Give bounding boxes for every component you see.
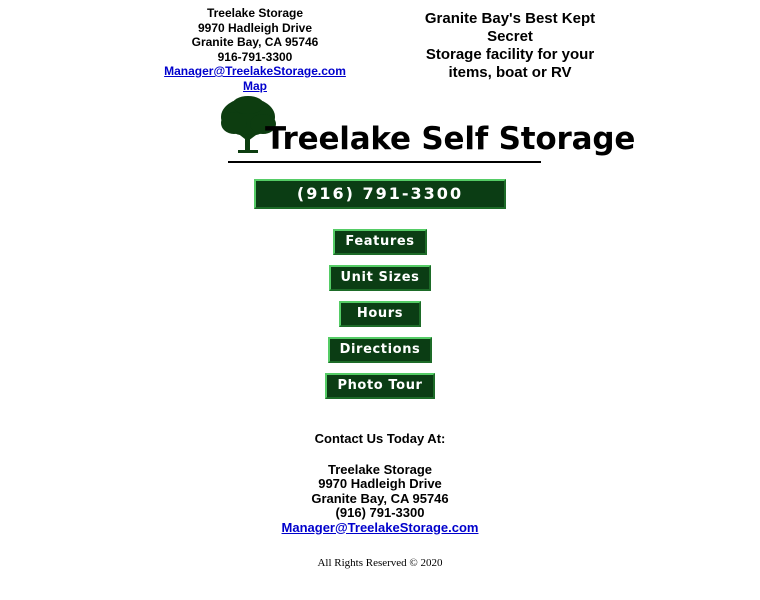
phone-banner: (916) 791-3300 [254, 179, 506, 209]
contact-phone: (916) 791-3300 [335, 505, 425, 520]
contact-block [0, 462, 760, 535]
contact-city-state-zip: Granite Bay, CA 95746 [311, 490, 449, 506]
header-map-link[interactable]: Map [243, 78, 267, 93]
contact-company-name: Treelake Storage [327, 461, 433, 477]
header-address-block [150, 6, 360, 93]
main-nav [0, 229, 760, 399]
header-tagline [410, 6, 610, 82]
logo-underline [228, 161, 541, 163]
tagline-line-3: Storage facility for your [425, 46, 595, 63]
nav-button-unit-sizes[interactable]: Unit Sizes [329, 265, 432, 291]
tagline-line-4: items, boat or RV [448, 64, 572, 81]
tagline-line-2: Secret [487, 28, 533, 45]
nav-button-features[interactable]: Features [333, 229, 426, 255]
header-city-state-zip: Granite Bay, CA 95746 [191, 35, 319, 49]
site-logo [0, 95, 760, 175]
header-phone: 916-791-3300 [217, 49, 293, 64]
contact-street: 9970 Hadleigh Drive [318, 476, 442, 491]
tagline-line-1: Granite Bay's Best Kept [424, 10, 596, 27]
nav-button-photo-tour[interactable]: Photo Tour [325, 373, 434, 399]
page-header [0, 0, 760, 93]
contact-heading: Contact Us Today At: [314, 431, 446, 446]
header-street: 9970 Hadleigh Drive [197, 20, 313, 35]
logo-title: Treelake Self Storage [265, 121, 636, 157]
header-company-name: Treelake Storage [206, 6, 304, 20]
header-email-link[interactable]: Manager@TreelakeStorage.com [164, 64, 346, 78]
nav-button-hours[interactable]: Hours [339, 301, 421, 327]
nav-button-directions[interactable]: Directions [328, 337, 433, 363]
copyright-text: All Rights Reserved © 2020 [317, 556, 443, 569]
contact-email-link[interactable]: Manager@TreelakeStorage.com [281, 519, 479, 535]
